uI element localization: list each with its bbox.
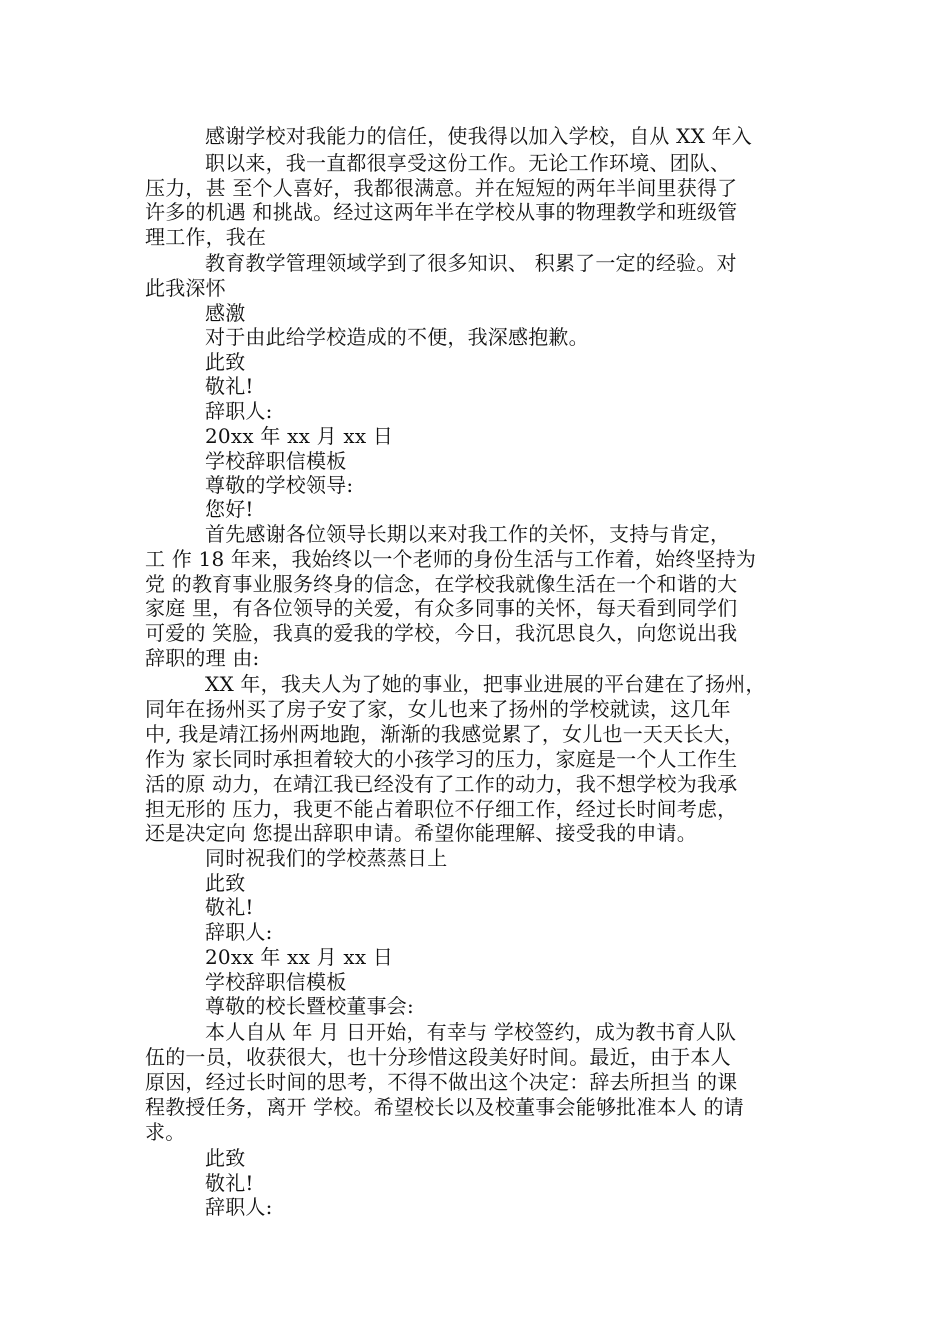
- text-line: 原因，经过长时间的思考，不得不做出这个决定：辞去所担当 的课: [145, 1070, 738, 1094]
- closing-salutation: 此致: [205, 871, 246, 895]
- text-line: 辞职的理 由:: [145, 646, 260, 670]
- greeting: 尊敬的校长暨校董事会:: [205, 994, 414, 1018]
- text-line: 程教授任务，离开 学校。希望校长以及校董事会能够批准本人 的请: [145, 1095, 744, 1119]
- text-line: 担无形的 压力，我更不能占着职位不仔细工作，经过长时间考虑，: [145, 797, 738, 821]
- text-line: 感激: [205, 301, 246, 325]
- text-line: 党 的教育事业服务终身的信念，在学校我就像生活在一个和谐的大: [145, 572, 738, 596]
- text-line: 作为 家长同时承担着较大的小孩学习的压力，家庭是一个人工作生: [145, 747, 738, 771]
- text-line: 工 作 18 年来，我始终以一个老师的身份生活与工作着，始终坚持为: [145, 547, 757, 571]
- text-line: 同时祝我们的学校蒸蒸日上: [205, 846, 448, 870]
- closing-salutation: 此致: [205, 1146, 246, 1170]
- signature-label: 辞职人:: [205, 399, 273, 423]
- text-line: 活的原 动力，在靖江我已经没有了工作的动力，我不想学校为我承: [145, 772, 738, 796]
- greeting: 尊敬的学校领导:: [205, 473, 354, 497]
- text-line: 求。: [145, 1120, 186, 1144]
- signature-label: 辞职人:: [205, 920, 273, 944]
- text-line: 首先感谢各位领导长期以来对我工作的关怀，支持与肯定，: [205, 522, 731, 546]
- text-line: 可爱的 笑脸，我真的爱我的学校，今日，我沉思良久，向您说出我: [145, 621, 738, 645]
- text-line: 职以来，我一直都很享受这份工作。无论工作环境、团队、: [205, 151, 731, 175]
- date-line: 20xx 年 xx 月 xx 日: [205, 424, 394, 448]
- text-line: 理工作，我在: [145, 225, 267, 249]
- closing-regards: 敬礼!: [205, 1171, 254, 1195]
- greeting: 您好!: [205, 497, 254, 521]
- text-line: 此我深怀: [145, 276, 226, 300]
- text-line: 本人自从 年 月 日开始，有幸与 学校签约，成为教书育人队: [205, 1020, 737, 1044]
- text-line: 对于由此给学校造成的不便，我深感抱歉。: [205, 325, 589, 349]
- text-line: 压力，甚 至个人喜好，我都很满意。并在短短的两年半间里获得了: [145, 176, 738, 200]
- signature-label: 辞职人:: [205, 1195, 273, 1219]
- section-title: 学校辞职信模板: [205, 970, 347, 994]
- closing-salutation: 此致: [205, 350, 246, 374]
- closing-regards: 敬礼!: [205, 374, 254, 398]
- text-line: 伍的一员，收获很大，也十分珍惜这段美好时间。最近，由于本人: [145, 1045, 731, 1069]
- text-line: 还是决定向 您提出辞职申请。希望你能理解、接受我的申请。: [145, 821, 697, 845]
- text-line: XX 年，我夫人为了她的事业，把事业进展的平台建在了扬州，: [205, 672, 766, 696]
- text-line: 中, 我是靖江扬州两地跑，渐渐的我感觉累了，女儿也一天天长大，: [145, 722, 744, 746]
- closing-regards: 敬礼!: [205, 895, 254, 919]
- text-line: 同年在扬州买了房子安了家，女儿也来了扬州的学校就读，这几年: [145, 697, 731, 721]
- text-line: 感谢学校对我能力的信任，使我得以加入学校，自从 XX 年入: [205, 124, 752, 148]
- section-title: 学校辞职信模板: [205, 449, 347, 473]
- text-line: 教育教学管理领域学到了很多知识、 积累了一定的经验。对: [205, 251, 737, 275]
- date-line: 20xx 年 xx 月 xx 日: [205, 945, 394, 969]
- text-line: 家庭 里，有各位领导的关爱，有众多同事的关怀，每天看到同学们: [145, 596, 738, 620]
- text-line: 许多的机遇 和挑战。经过这两年半在学校从事的物理教学和班级管: [145, 200, 738, 224]
